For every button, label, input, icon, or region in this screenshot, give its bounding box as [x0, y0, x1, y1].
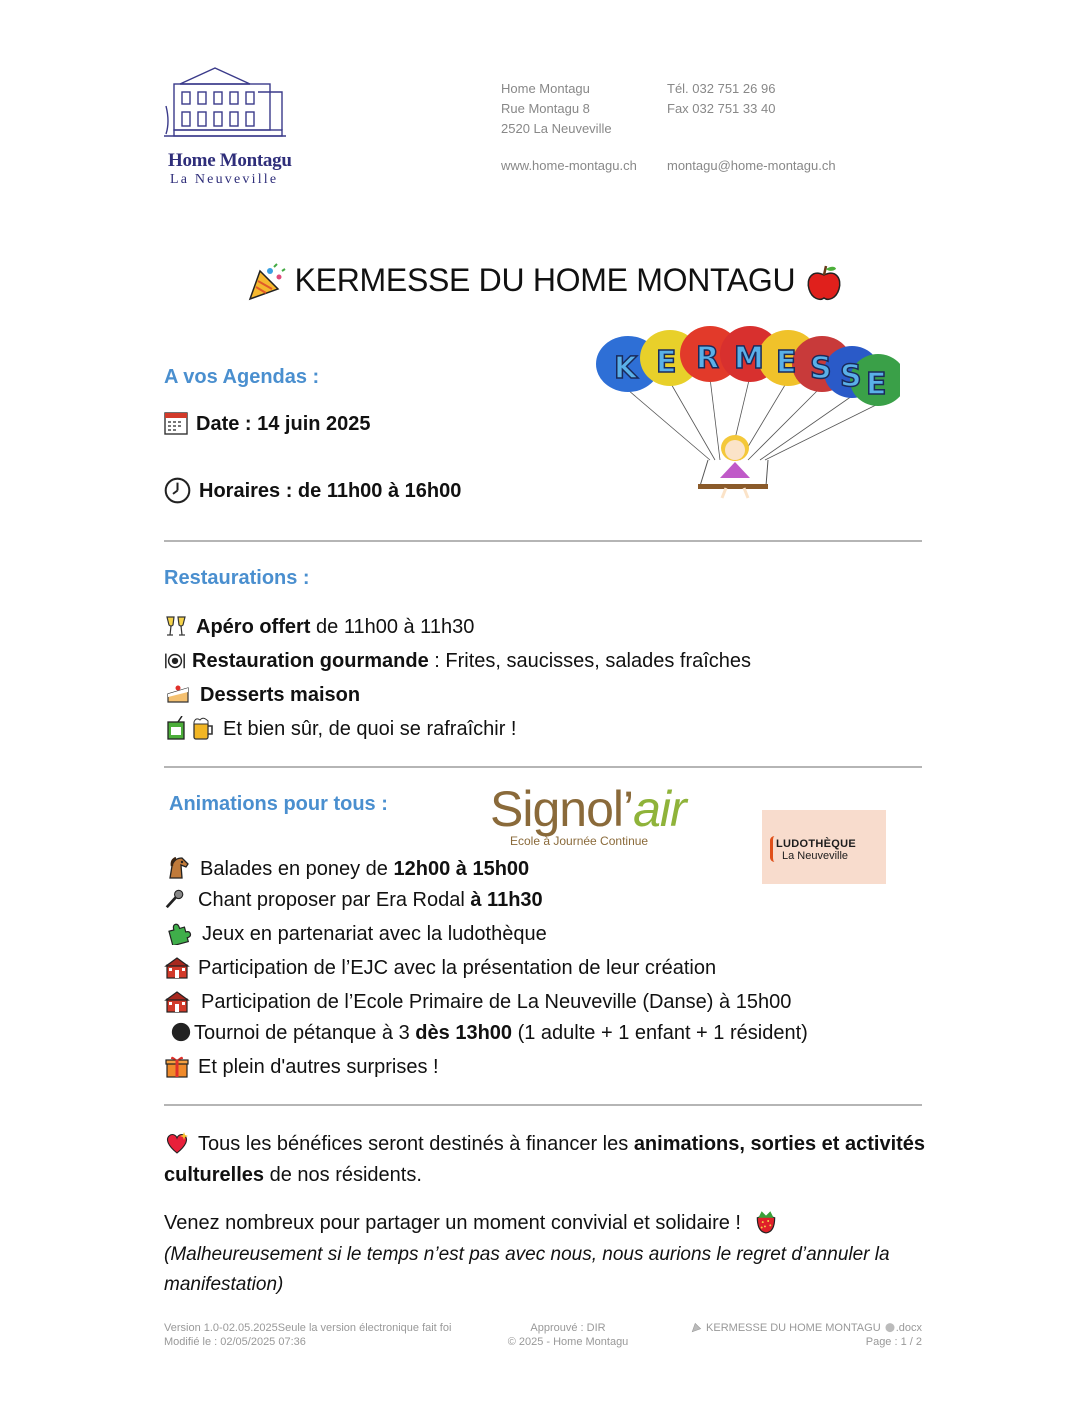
plate-cutlery-icon [164, 648, 186, 672]
party-popper-icon [246, 263, 286, 303]
balloon-letter: E [866, 367, 887, 402]
footer-ext: .docx [895, 1322, 922, 1334]
balloon-letter: S [840, 359, 862, 394]
restauration-bold: Restauration gourmande [192, 650, 429, 672]
logo-city: La Neuveville [170, 172, 279, 187]
balloon-letter: M [734, 341, 764, 376]
footer-page: Page : 1 / 2 [865, 1336, 922, 1348]
signol-air: air [633, 781, 686, 837]
balloon-letter: S [810, 351, 832, 386]
restaurations-heading: Restaurations : [164, 567, 310, 589]
ecole-line [164, 989, 791, 1014]
ecole-text: Participation de l’Ecole Primaire de La Neuveville (Danse) à 15h00 [201, 991, 792, 1013]
benefit-a: Tous les bénéfices seront destinés à financer les [198, 1133, 634, 1155]
footer-modified: Modifié le : 02/05/2025 07:36 [164, 1336, 306, 1348]
footer-version: Version 1.0-02.05.2025Seule la version électronique fait foi [164, 1322, 452, 1334]
footer-left [164, 1321, 451, 1349]
clinking-glasses-icon [164, 614, 188, 638]
footer-right [691, 1321, 922, 1349]
balloon-letter: E [776, 345, 797, 380]
phone: Tél. 032 751 26 96 [667, 81, 776, 96]
agenda-date [164, 411, 371, 436]
surprises-text: Et plein d'autres surprises ! [198, 1056, 439, 1078]
address-line: Home Montagu [501, 81, 590, 96]
cake-slice-icon [164, 682, 192, 706]
clock-icon [164, 477, 191, 504]
building-icon [160, 62, 290, 152]
fax: Fax 032 751 33 40 [667, 101, 776, 116]
weather-note: (Malheureusement si le temps n’est pas avec nous, nous aurions le regret d’annuler la manifestation) [164, 1244, 890, 1295]
ejc-line [164, 955, 716, 980]
footer-center [503, 1321, 633, 1349]
party-popper-icon [691, 1321, 703, 1333]
horse-icon [164, 856, 192, 880]
ejc-text: Participation de l’EJC avec la présentation de leur création [198, 957, 717, 979]
jeux-text: Jeux en partenariat avec la ludothèque [202, 923, 547, 945]
apero-line [164, 614, 474, 639]
poney-a: Balades en poney de [200, 858, 394, 880]
desserts-text: Desserts maison [200, 684, 361, 706]
contact-block [667, 79, 775, 119]
title-text: KERMESSE DU HOME MONTAGU [294, 262, 796, 298]
petanque-line [170, 1020, 808, 1045]
surprises-line [164, 1054, 439, 1079]
beer-mug-icon [191, 716, 215, 740]
drinks-line [164, 716, 517, 741]
signolair-logo [490, 781, 686, 848]
sparkling-heart-icon [164, 1131, 190, 1155]
restauration-rest: : Frites, saucisses, salades fraîches [428, 650, 752, 672]
gift-icon [164, 1054, 190, 1078]
balloon-letter: E [656, 345, 677, 380]
strawberry-icon [753, 1208, 779, 1234]
page-title [160, 262, 930, 303]
school-icon [164, 989, 190, 1013]
date-text: Date : 14 juin 2025 [196, 413, 371, 435]
ludotheque-city: La Neuveville [782, 850, 849, 862]
separator [164, 540, 922, 542]
poney-b: 12h00 à 15h00 [393, 858, 530, 880]
puzzle-piece-icon [164, 921, 192, 945]
benefit-b: animations, sorties et activités culturelles [164, 1133, 926, 1186]
address-line: 2520 La Neuveville [501, 121, 612, 136]
animations-heading: Animations pour tous : [169, 793, 388, 815]
agenda-heading: A vos Agendas : [164, 366, 320, 388]
home-montagu-logo [160, 62, 290, 192]
ludotheque-logo [762, 810, 886, 884]
chant-line [164, 887, 543, 912]
invite-line [164, 1208, 787, 1239]
footer-approved: Approuvé : DIR [530, 1322, 606, 1334]
petanque-a: Tournoi de pétanque à 3 [194, 1022, 416, 1044]
email: montagu@home-montagu.ch [667, 158, 836, 173]
signol-subtitle: Ecole à Journée Continue [510, 834, 649, 848]
chant-a: Chant proposer par Era Rodal [198, 889, 471, 911]
drinks-text: Et bien sûr, de quoi se rafraîchir ! [223, 718, 517, 740]
signol-main: Signol’ [490, 781, 634, 837]
address-block [501, 79, 612, 139]
footer-copyright: © 2025 - Home Montagu [507, 1336, 629, 1348]
desserts-line [164, 682, 360, 707]
school-icon [164, 955, 190, 979]
kermesse-balloons-illustration [560, 320, 900, 510]
separator [164, 1104, 922, 1106]
black-circle-icon [170, 1020, 192, 1044]
apero-bold: Apéro offert [196, 616, 311, 638]
jeux-line [164, 921, 547, 946]
footer-filename-line [691, 1321, 922, 1335]
microphone-icon [164, 887, 186, 911]
apero-rest: de 11h00 à 11h30 [310, 616, 475, 638]
website: www.home-montagu.ch [501, 158, 637, 173]
benefit-c: de nos résidents. [264, 1164, 422, 1186]
logo-name: Home Montagu [168, 150, 292, 171]
ludotheque-name: LUDOTHÈQUE [776, 838, 856, 850]
poney-line [164, 856, 529, 881]
apple-icon [884, 1321, 896, 1333]
chant-b: à 11h30 [470, 889, 543, 911]
petanque-b: dès 13h00 [415, 1022, 513, 1044]
balloon-letter: K [614, 351, 638, 386]
balloon-letter: R [696, 341, 720, 376]
benefit-paragraph [164, 1129, 926, 1191]
restauration-line [164, 648, 751, 673]
juice-box-icon [164, 716, 188, 740]
agenda-hours [164, 477, 461, 504]
invite-text: Venez nombreux pour partager un moment convivial et solidaire ! [164, 1212, 741, 1234]
petanque-c: (1 adulte + 1 enfant + 1 résident) [512, 1022, 808, 1044]
separator [164, 766, 922, 768]
calendar-icon [164, 411, 188, 435]
hours-text: Horaires : de 11h00 à 16h00 [199, 480, 462, 502]
red-apple-icon [804, 263, 844, 303]
footer-filename: KERMESSE DU HOME MONTAGU [706, 1322, 881, 1334]
address-line: Rue Montagu 8 [501, 101, 590, 116]
